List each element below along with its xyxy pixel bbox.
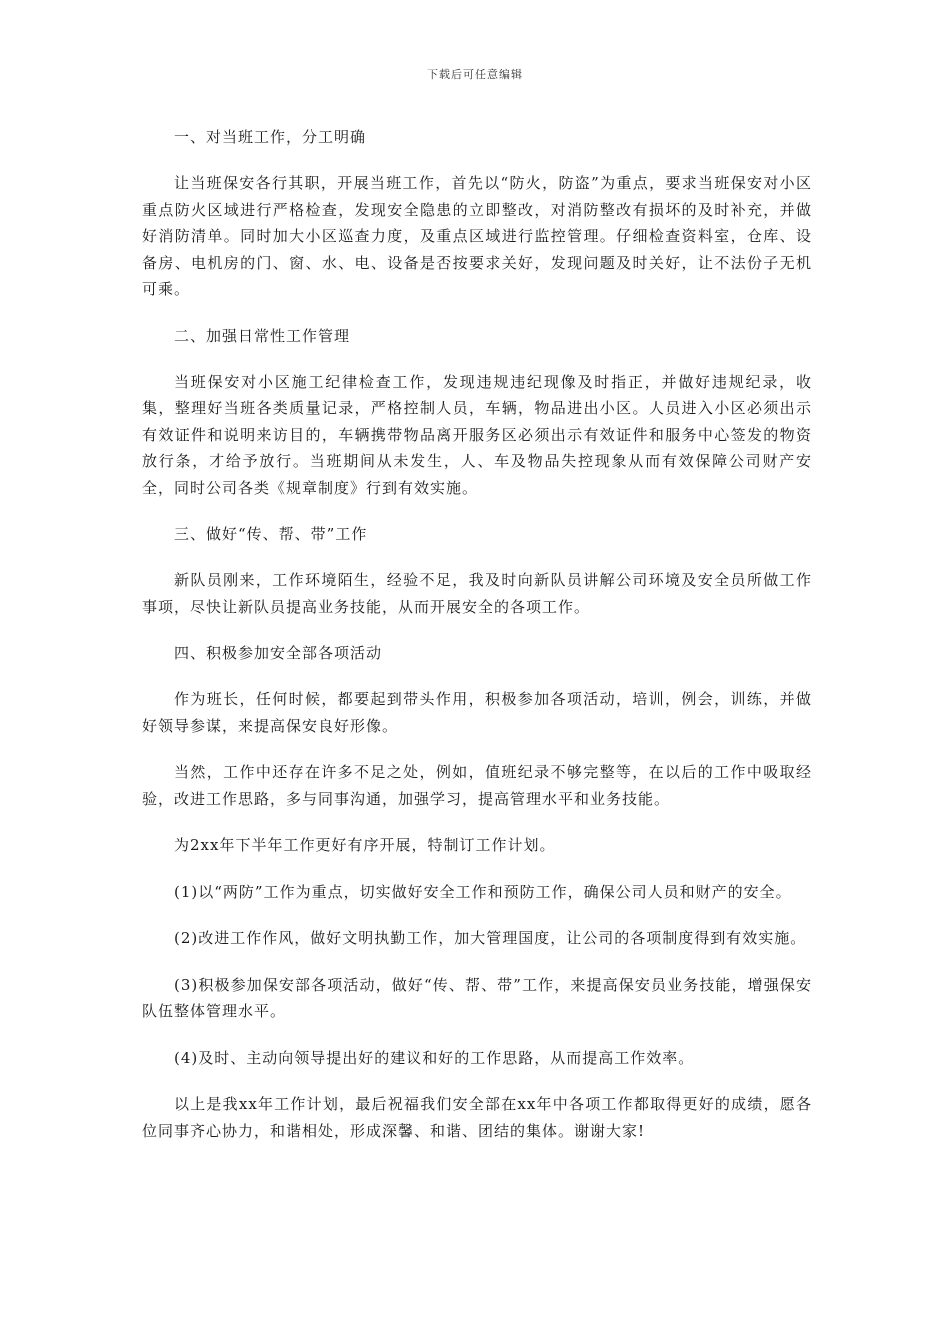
plan-item: (2)改进工作作风，做好文明执勤工作，加大管理国度，让公司的各项制度得到有效实施。 [174,929,807,947]
section-heading: 一、对当班工作，分工明确 [174,128,367,146]
section-heading: 二、加强日常性工作管理 [174,326,351,345]
paragraph: 当然，工作中还存在许多不足之处，例如，值班纪录不够完整等，在以后的工作中吸取经验，改进工作思路，多与同事沟通，加强学习，提高管理水平和业务技能。 [142,763,812,808]
paragraph: 作为班长，任何时候，都要起到带头作用，积极参加各项活动，培训，例会，训练，并做好领导参谋，来提高保安良好形像。 [142,690,812,735]
plan-item: (4)及时、主动向领导提出好的建议和好的工作思路，从而提高工作效率。 [174,1048,695,1067]
document-body [142,124,812,1144]
paragraph: 当班保安对小区施工纪律检查工作，发现违规违纪现像及时指正，并做好违规纪录，收集，整理好当班各类质量记录，严格控制人员，车辆，物品进出小区。人员进入小区必须出示有效证件和说明来访目的，车辆携带物品离开服务区必须出示有效证件和服务中心签发的物资放行条，才给予放行。当班期间从未发生，人、车及物品失控现象从而有效保障公司财产安全，同时公司各类《规章制度》行到有效实施。 [142,372,812,497]
paragraph: 让当班保安各行其职，开展当班工作，首先以“防火，防盗”为重点，要求当班保安对小区重点防火区域进行严格检查，发现安全隐患的立即整改，对消防整改有损坏的及时补充，并做好消防清单。同时加大小区巡查力度，及重点区域进行监控管理。仔细检查资料室，仓库、设备房、电机房的门、窗、水、电、设备是否按要求关好，发现问题及时关好，让不法份子无机可乘。 [142,174,812,298]
closing-paragraph: 以上是我xx年工作计划，最后祝福我们安全部在xx年中各项工作都取得更好的成绩，愿各位同事齐心协力，和谐相处，形成深馨、和谐、团结的集体。谢谢大家! [142,1095,812,1140]
plan-item: (1)以“两防”工作为重点，切实做好安全工作和预防工作，确保公司人员和财产的安全。 [174,882,792,901]
section-heading: 四、积极参加安全部各项活动 [174,644,383,662]
paragraph: 新队员刚来，工作环境陌生，经验不足，我及时向新队员讲解公司环境及安全员所做工作事项，尽快让新队员提高业务技能，从而开展安全的各项工作。 [142,571,812,616]
paragraph: 为2xx年下半年工作更好有序开展，特制订工作计划。 [174,836,556,854]
plan-item: (3)积极参加保安部各项活动，做好“传、帮、带”工作，来提高保安员业务技能，增强保安队伍整体管理水平。 [142,975,812,1020]
download-note: 下载后可任意编辑 [427,68,523,81]
section-heading: 三、做好“传、帮、带”工作 [174,525,368,543]
